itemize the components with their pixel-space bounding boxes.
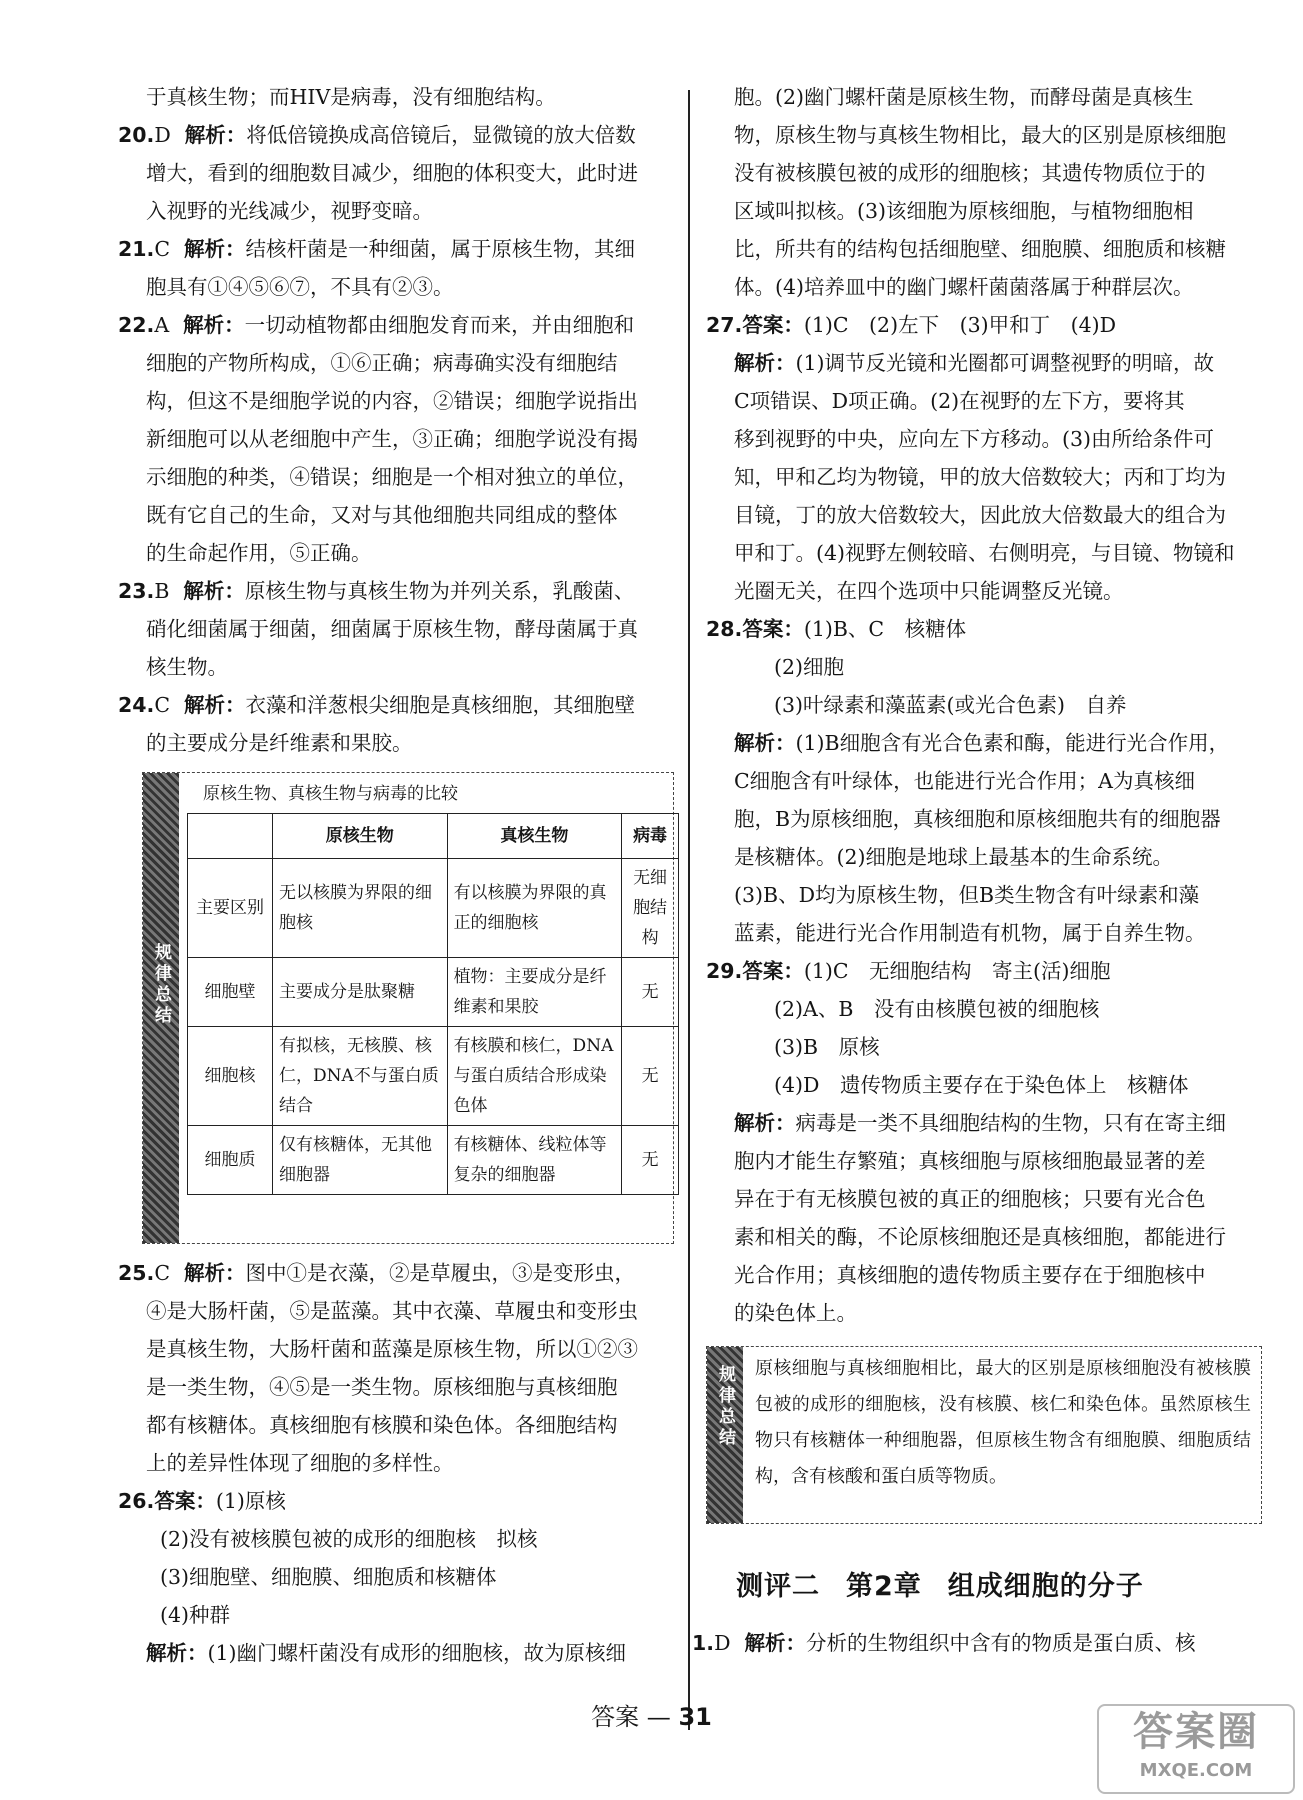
text-line: ④是大肠杆菌，⑤是蓝藻。其中衣藻、草履虫和变形虫 (146, 1299, 638, 1323)
text-line: 甲和丁。(4)视野左侧较暗、右侧明亮，与目镜、物镜和 (734, 541, 1235, 565)
comparison-summary-box (142, 772, 674, 1244)
text-line: C细胞含有叶绿体，也能进行光合作用；A为真核细 (734, 769, 1195, 793)
text-line: 入视野的光线减少，视野变暗。 (146, 199, 433, 223)
summary-side-tag (143, 773, 179, 1243)
chapter-heading (736, 1568, 1262, 1606)
text-line: 光圈无关，在四个选项中只能调整反光镜。 (734, 579, 1124, 603)
question-21: 21.C 解析：结核杆菌是一种细菌，属于原核生物，其细 (118, 237, 636, 261)
rule-summary-box (706, 1346, 1262, 1524)
table-cell: 无细胞结构 (622, 859, 679, 958)
watermark-url: MXQE.COM (1139, 1760, 1253, 1781)
summary-tag-label: 规律总结 (715, 1365, 735, 1449)
analysis-line: 解析：(1)B细胞含有光合色素和酶，能进行光合作用， (734, 731, 1230, 755)
question-22: 22.A 解析：一切动植物都由细胞发育而来，并由细胞和 (118, 313, 635, 337)
comparison-table (187, 813, 679, 1195)
answer-line: (3)细胞壁、细胞膜、细胞质和核糖体 (160, 1565, 497, 1589)
text-line: 细胞的产物所构成，①⑥正确；病毒确实没有细胞结 (146, 351, 618, 375)
table-row (188, 1027, 679, 1126)
text-line: 胞，B为原核细胞，真核细胞和原核细胞共有的细胞器 (734, 807, 1221, 831)
page-number: 31 (678, 1703, 712, 1731)
table-caption: 原核生物、真核生物与病毒的比较 (203, 784, 458, 804)
text-line: 蓝素，能进行光合作用制造有机物，属于自养生物。 (734, 921, 1206, 945)
text-line: 知，甲和乙均为物镜，甲的放大倍数较大；丙和丁均为 (734, 465, 1226, 489)
question-24: 24.C 解析：衣藻和洋葱根尖细胞是真核细胞，其细胞壁 (118, 693, 636, 717)
row-header: 细胞壁 (188, 958, 273, 1027)
question-27: 27.答案：(1)C (2)左下 (3)甲和丁 (4)D (706, 313, 1117, 337)
analysis-line: 解析：(1)调节反光镜和光圈都可调整视野的明暗，故 (734, 351, 1215, 375)
text-line: 示细胞的种类，④错误；细胞是一个相对独立的单位， (146, 465, 638, 489)
table-cell: 有以核膜为界限的真正的细胞核 (447, 859, 622, 958)
text-line: 没有被核膜包被的成形的细胞核；其遗传物质位于的 (734, 161, 1206, 185)
summary-side-tag (707, 1347, 743, 1523)
text-line: 移到视野的中央，应向左下方移动。(3)由所给条件可 (734, 427, 1215, 451)
table-cell: 有核膜和核仁，DNA与蛋白质结合形成染色体 (447, 1027, 622, 1126)
chapter-part: 测评二 (736, 1571, 820, 1602)
analysis-line: 解析：病毒是一类不具细胞结构的生物，只有在寄主细 (734, 1111, 1226, 1135)
text-line: 比，所共有的结构包括细胞壁、细胞膜、细胞质和核糖 (734, 237, 1226, 261)
column-header: 原核生物 (273, 814, 448, 859)
text-line: 胞。(2)幽门螺杆菌是原核生物，而酵母菌是真核生 (734, 85, 1194, 109)
text-line: 的主要成分是纤维素和果胶。 (146, 731, 413, 755)
text-line: 体。(4)培养皿中的幽门螺杆菌菌落属于种群层次。 (734, 275, 1194, 299)
text-line: 上的差异性体现了细胞的多样性。 (146, 1451, 454, 1475)
left-column (118, 78, 674, 1672)
table-cell: 主要成分是肽聚糖 (273, 958, 448, 1027)
table-cell: 无 (622, 1027, 679, 1126)
text-line: 都有核糖体。真核细胞有核膜和染色体。各细胞结构 (146, 1413, 618, 1437)
answer-line: (3)B 原核 (774, 1035, 880, 1059)
text-line: 核生物。 (146, 655, 228, 679)
column-header: 病毒 (622, 814, 679, 859)
footer-dash: — (646, 1703, 671, 1731)
question-1: 1.D 解析：分析的生物组织中含有的物质是蛋白质、核 (692, 1631, 1196, 1655)
question-28: 28.答案：(1)B、C 核糖体 (706, 617, 967, 641)
text-line: 物，原核生物与真核生物相比，最大的区别是原核细胞 (734, 123, 1226, 147)
table-header-row (188, 814, 679, 859)
table-row (188, 958, 679, 1027)
table-cell: 无 (622, 1126, 679, 1195)
answer-line: (2)A、B 没有由核膜包被的细胞核 (774, 997, 1100, 1021)
text-line: 胞具有①④⑤⑥⑦，不具有②③。 (146, 275, 454, 299)
text-line: 于真核生物；而HIV是病毒，没有细胞结构。 (146, 85, 556, 109)
table-cell: 无 (622, 958, 679, 1027)
table-cell: 有拟核，无核膜、核仁，DNA不与蛋白质结合 (273, 1027, 448, 1126)
row-header: 主要区别 (188, 859, 273, 958)
table-corner-cell (188, 814, 273, 859)
table-row (188, 859, 679, 958)
text-line: 既有它自己的生命，又对与其他细胞共同组成的整体 (146, 503, 618, 527)
text-line: 硝化细菌属于细菌，细菌属于原核生物，酵母菌属于真 (146, 617, 638, 641)
chapter-number: 第2章 (846, 1571, 922, 1602)
table-cell: 仅有核糖体，无其他细胞器 (273, 1126, 448, 1195)
column-divider (688, 90, 690, 1730)
answer-line: (2)细胞 (774, 655, 845, 679)
table-row (188, 1126, 679, 1195)
watermark-logo (1097, 1704, 1295, 1794)
summary-text: 原核细胞与真核细胞相比，最大的区别是原核细胞没有被核膜包被的成形的细胞核，没有核膜、核仁和染色体。虽然原核生物只有核糖体一种细胞器，但原核生物含有细胞膜、细胞质结构，含有核酸和蛋白质等物质。 (755, 1358, 1251, 1487)
answer-line: (4)种群 (160, 1603, 231, 1627)
right-column (692, 78, 1262, 1662)
text-line: 是一类生物，④⑤是一类生物。原核细胞与真核细胞 (146, 1375, 618, 1399)
table-cell: 植物：主要成分是纤维素和果胶 (447, 958, 622, 1027)
text-line: 的生命起作用，⑤正确。 (146, 541, 372, 565)
table-cell: 无以核膜为界限的细胞核 (273, 859, 448, 958)
text-line: 区域叫拟核。(3)该细胞为原核细胞，与植物细胞相 (734, 199, 1194, 223)
text-line: 新细胞可以从老细胞中产生，③正确；细胞学说没有揭 (146, 427, 638, 451)
answer-line: (4)D 遗传物质主要存在于染色体上 核糖体 (774, 1073, 1189, 1097)
question-23: 23.B 解析：原核生物与真核生物为并列关系，乳酸菌、 (118, 579, 635, 603)
answer-line: (3)叶绿素和藻蓝素(或光合色素) 自养 (774, 693, 1127, 717)
text-line: 是核糖体。(2)细胞是地球上最基本的生命系统。 (734, 845, 1174, 869)
text-line: 光合作用；真核细胞的遗传物质主要存在于细胞核中 (734, 1263, 1206, 1287)
watermark-text: 答案圈 (1133, 1709, 1259, 1755)
text-line: 的染色体上。 (734, 1301, 857, 1325)
text-line: C项错误、D项正确。(2)在视野的左下方，要将其 (734, 389, 1185, 413)
text-line: 异在于有无核膜包被的真正的细胞核；只要有光合色 (734, 1187, 1206, 1211)
text-line: 构，但这不是细胞学说的内容，②错误；细胞学说指出 (146, 389, 638, 413)
row-header: 细胞质 (188, 1126, 273, 1195)
row-header: 细胞核 (188, 1027, 273, 1126)
footer-label: 答案 (591, 1703, 640, 1731)
question-26: 26.答案：(1)原核 (118, 1489, 286, 1513)
analysis-line: 解析：(1)幽门螺杆菌没有成形的细胞核，故为原核细 (146, 1641, 627, 1665)
question-25: 25.C 解析：图中①是衣藻，②是草履虫，③是变形虫， (118, 1261, 636, 1285)
answer-line: (2)没有被核膜包被的成形的细胞核 拟核 (160, 1527, 538, 1551)
question-29: 29.答案：(1)C 无细胞结构 寄主(活)细胞 (706, 959, 1111, 983)
text-line: 胞内才能生存繁殖；真核细胞与原核细胞最显著的差 (734, 1149, 1206, 1173)
table-cell: 有核糖体、线粒体等复杂的细胞器 (447, 1126, 622, 1195)
text-line: (3)B、D均为原核生物，但B类生物含有叶绿素和藻 (734, 883, 1200, 907)
chapter-title: 组成细胞的分子 (947, 1571, 1144, 1602)
question-20: 20.D 解析：将低倍镜换成高倍镜后，显微镜的放大倍数 (118, 123, 636, 147)
column-header: 真核生物 (447, 814, 622, 859)
text-line: 增大，看到的细胞数目减少，细胞的体积变大，此时进 (146, 161, 638, 185)
summary-tag-label: 规律总结 (151, 943, 171, 1027)
text-line: 素和相关的酶，不论原核细胞还是真核细胞，都能进行 (734, 1225, 1226, 1249)
text-line: 目镜，丁的放大倍数较大，因此放大倍数最大的组合为 (734, 503, 1226, 527)
text-line: 是真核生物，大肠杆菌和蓝藻是原核生物，所以①②③ (146, 1337, 638, 1361)
